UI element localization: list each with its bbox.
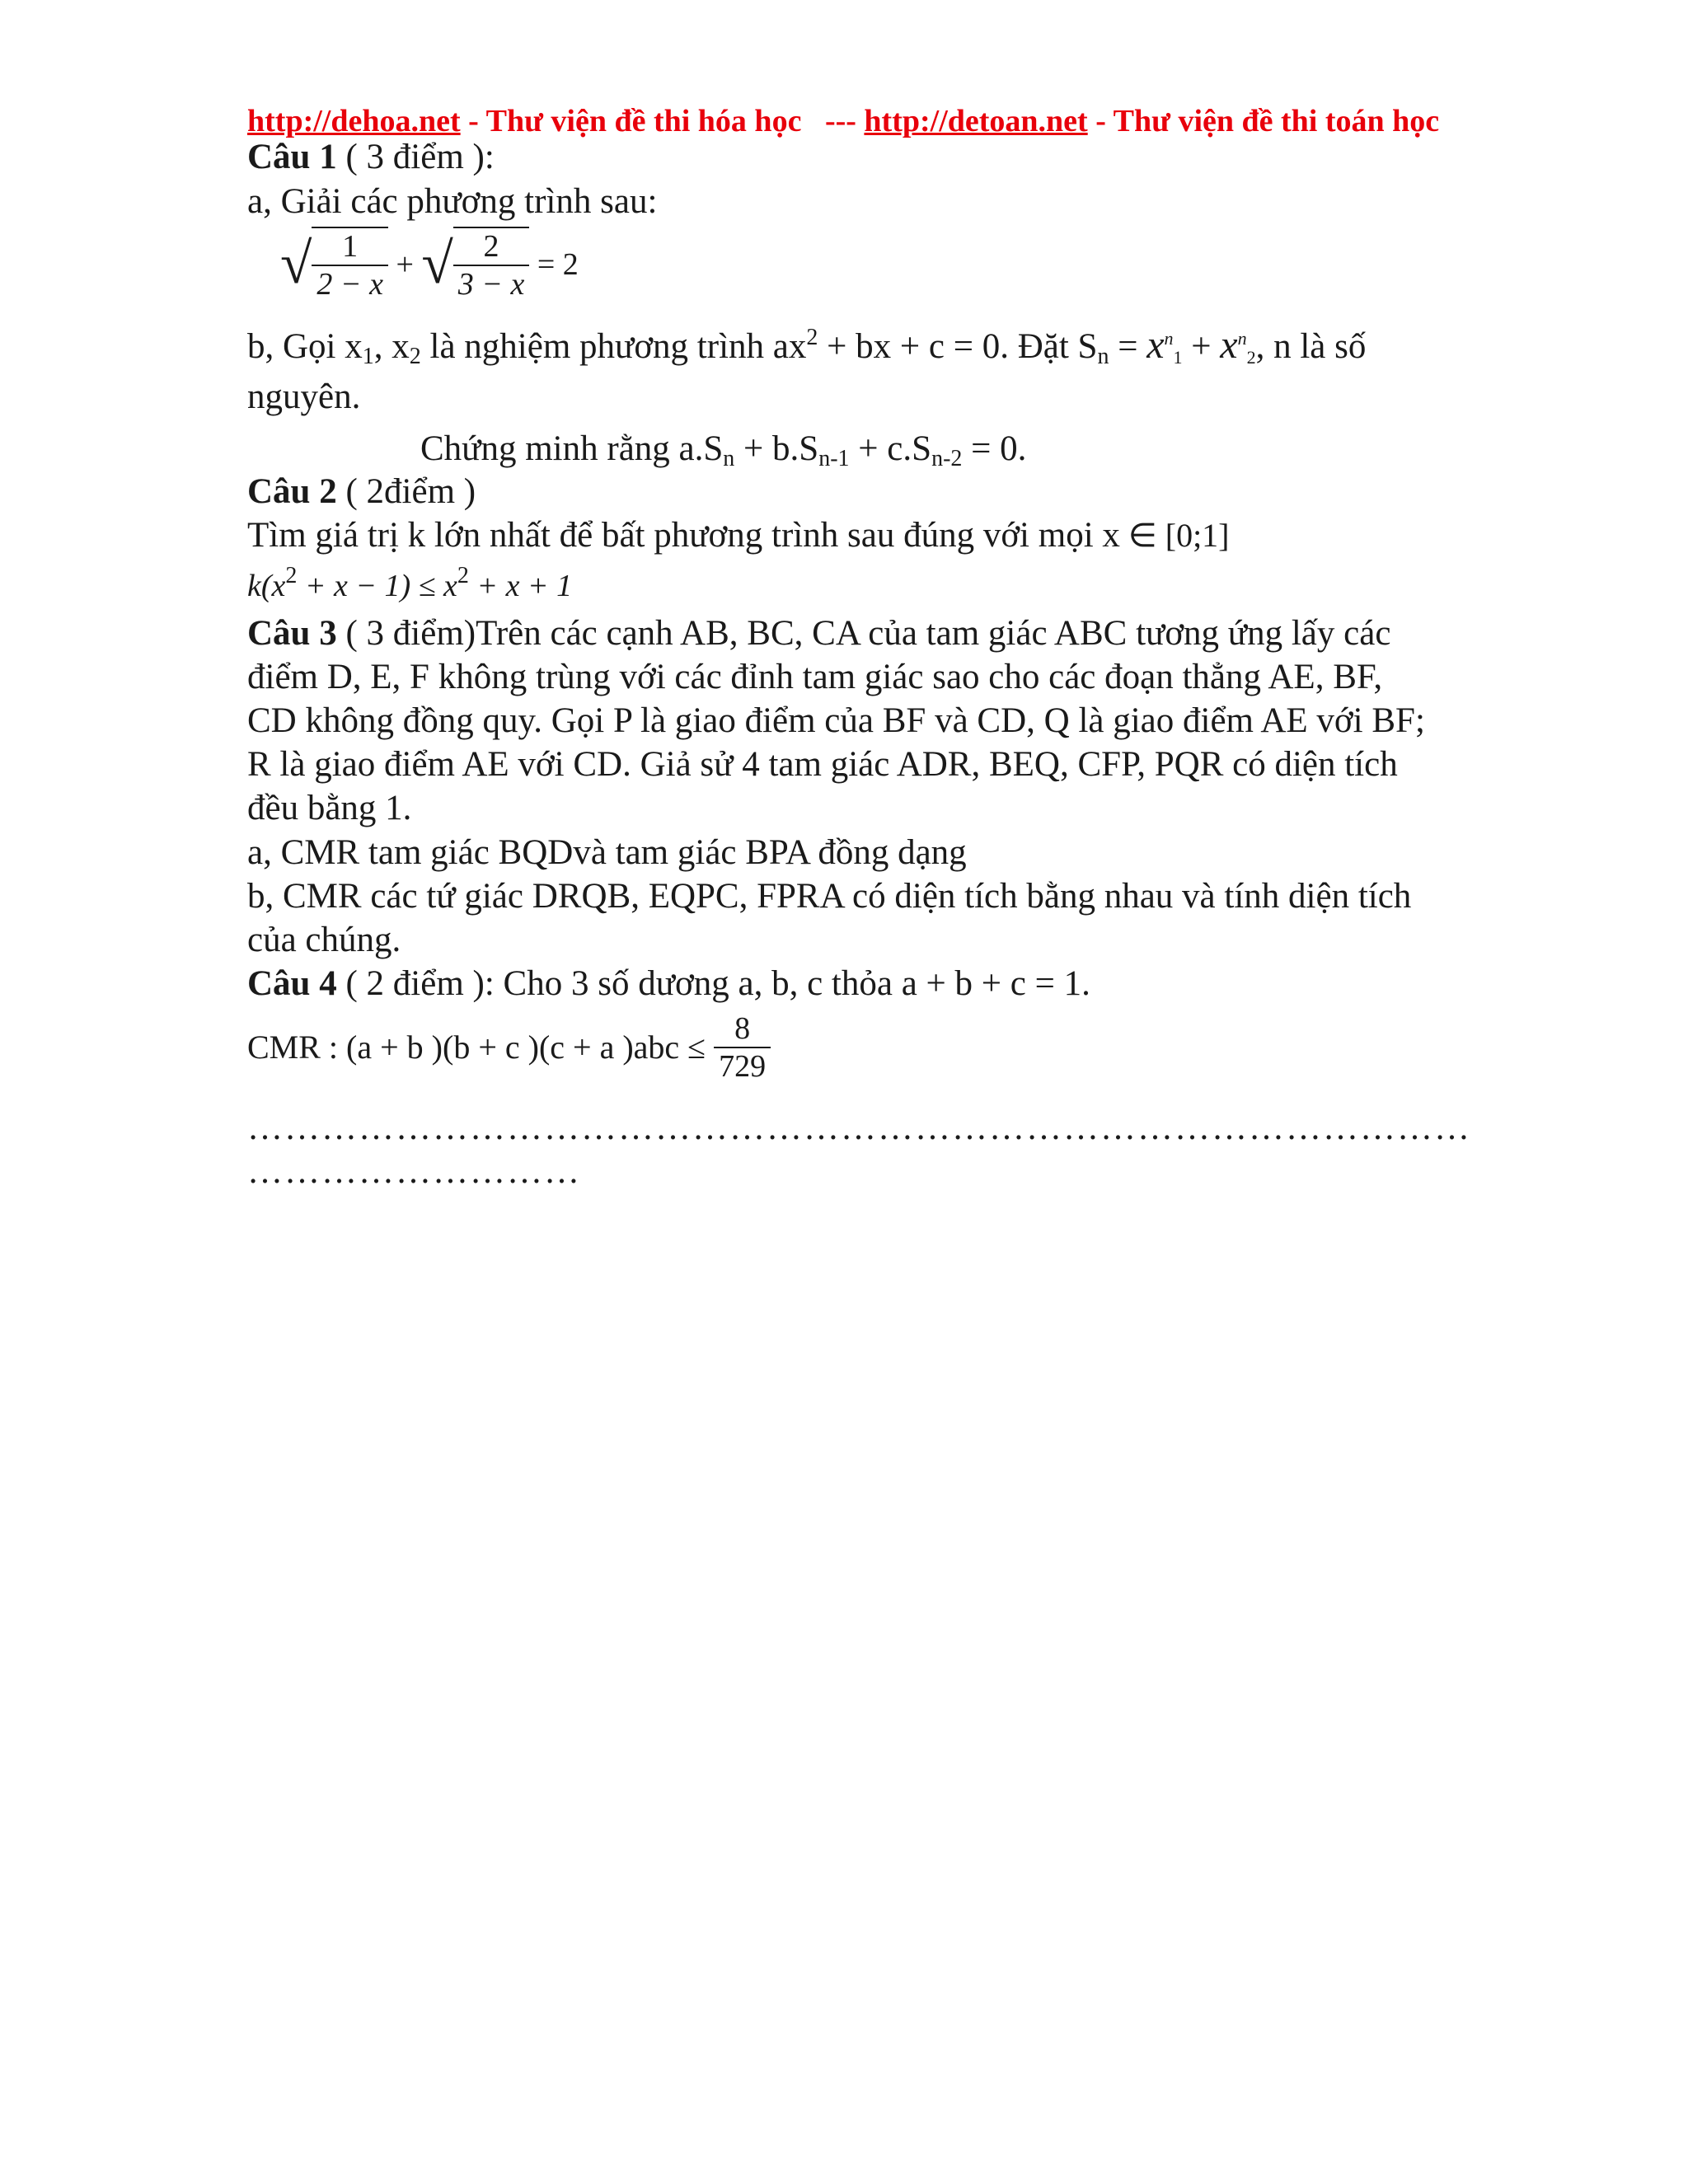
header-text-1: - Thư viện đề thi hóa học: [460, 104, 802, 138]
q3-line-3: CD không đồng quy. Gọi P là giao điểm của BF và CD, Q là giao điểm AE với BF;: [247, 701, 1425, 740]
q3-line-4: R là giao điểm AE với CD. Giả sử 4 tam giác ADR, BEQ, CFP, PQR có diện tích: [247, 745, 1398, 784]
fraction-1: [312, 227, 388, 302]
sqrt-sign-2: √: [421, 232, 453, 296]
sum-exp-2: n: [1237, 328, 1247, 349]
dotted-line-1: ………………………………………………………………………………………: [247, 1108, 1471, 1147]
sum-var-2: x: [1220, 323, 1238, 367]
plus-sign: +: [396, 247, 414, 282]
q3-part-b: b, CMR các tứ giác DRQB, EQPC, FPRA có diện tích bằng nhau và tính diện tích: [247, 877, 1412, 916]
q3-part-a: a, CMR tam giác BQDvà tam giác BPA đồng dạng: [247, 833, 967, 872]
q1-title: Câu 1: [247, 138, 337, 176]
q4-heading: Câu 4 ( 2 điểm ): Cho 3 số dương a, b, c thỏa a + b + c = 1.: [247, 964, 1090, 1003]
q1-part-b: b, Gọi $x_1$, $x_2$ là nghiệm phương trình $ax^2$ + bx + c = 0. Đặt $S_n = x^n_1 + x^n_2$, n là số: [247, 323, 1367, 369]
q3-line-1: Câu 3 ( 3 điểm)Trên các cạnh AB, BC, CA của tam giác ABC tương ứng lấy các: [247, 614, 1391, 653]
q3-line-2: điểm D, E, F không trùng với các đỉnh tam giác sao cho các đoạn thẳng AE, BF,: [247, 658, 1383, 696]
q2-heading: [247, 470, 476, 514]
q4-title: Câu 4: [247, 964, 337, 1003]
dehoa-link[interactable]: http://dehoa.net: [247, 104, 461, 138]
sqrt-sign: √: [280, 232, 312, 296]
dotted-line-2: ………………………: [247, 1152, 581, 1191]
q4-cmr: CMR : (a + b )(b + c )(c + a )abc ≤ $\frac{8}{729}$: [247, 1010, 771, 1085]
fraction-1-den: 2 − x: [312, 265, 388, 302]
q1-part-b-cont: nguyên.: [247, 377, 361, 416]
q1-prove: Chứng minh rằng $a.S_n + b.S_{n-1} + c.S_{n-2} = 0$.: [420, 429, 1027, 471]
q3-line-5: đều bằng 1.: [247, 789, 412, 827]
detoan-link[interactable]: http://detoan.net: [864, 104, 1088, 138]
q1-points: ( 3 điểm ):: [336, 138, 495, 176]
header-text-2: - Thư viện đề thi toán học: [1087, 104, 1440, 138]
fraction-1-num: 1: [342, 229, 359, 264]
q4-fraction: [714, 1010, 771, 1085]
q4-fraction-num: 8: [734, 1011, 751, 1046]
equation-rhs: = 2: [537, 247, 579, 282]
q2-text: Tìm giá trị k lớn nhất để bất phương trình sau đúng với mọi x ∈ [0;1]: [247, 516, 1230, 555]
q3-part-b-cont: của chúng.: [247, 921, 401, 959]
fraction-2-den: 3 − x: [453, 265, 530, 302]
q2-points: ( 2điểm ): [336, 472, 476, 511]
q2-inequality: $k(x^2 + x - 1) \le x^2 + x + 1$: [247, 563, 573, 603]
fraction-2-num: 2: [483, 229, 499, 264]
fraction-2: [453, 227, 530, 302]
q1-heading: [247, 135, 495, 180]
q1-part-a: a, Giải các phương trình sau:: [247, 182, 658, 221]
q1-equation: [280, 227, 579, 302]
header-separator: ---: [801, 104, 865, 138]
q4-fraction-den: 729: [714, 1047, 771, 1085]
q3-title: Câu 3: [247, 614, 337, 653]
q2-title: Câu 2: [247, 472, 337, 511]
